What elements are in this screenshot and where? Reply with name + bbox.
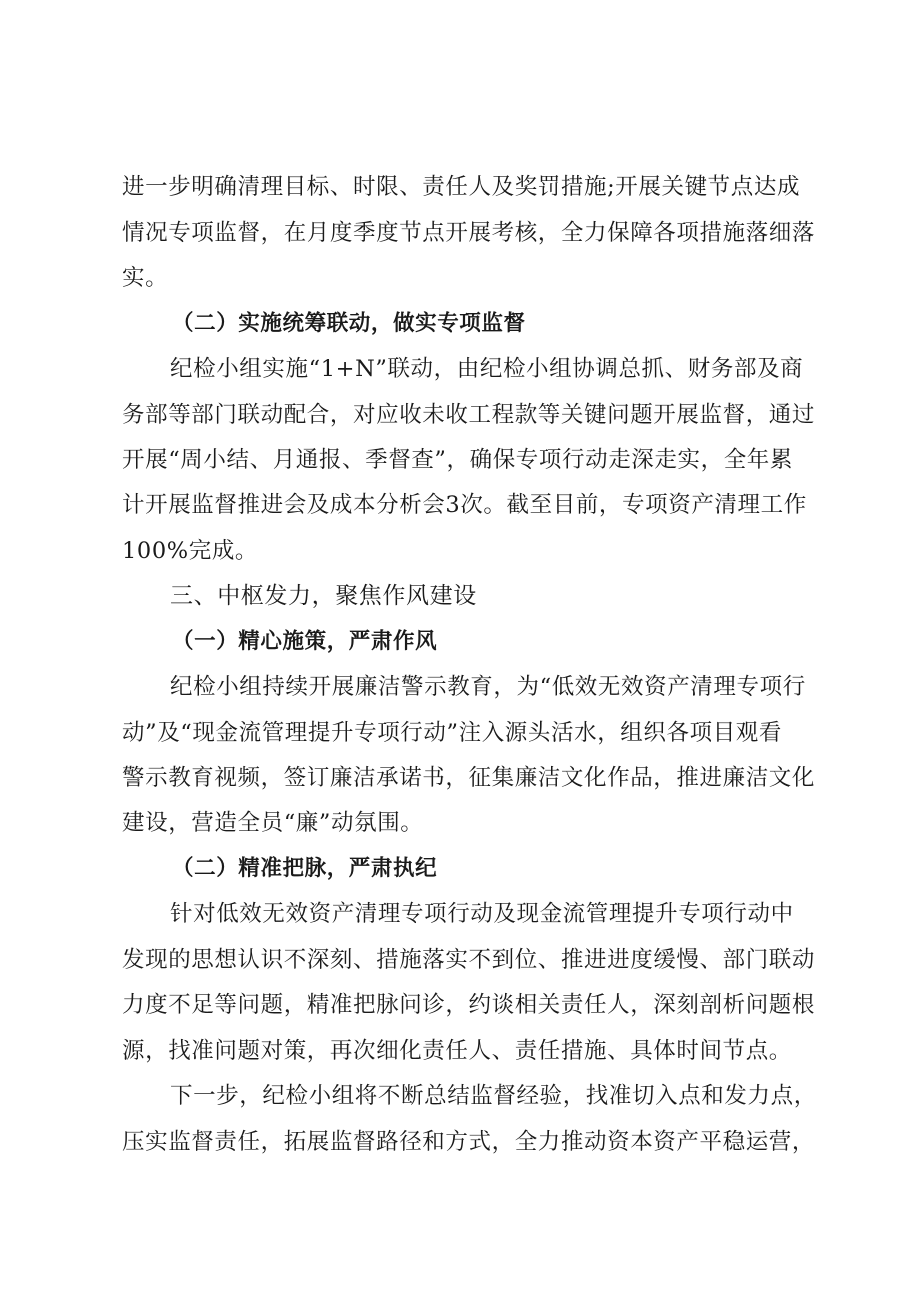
body-text-line: 源，找准问题对策，再次细化责任人、责任措施、具体时间节点。 <box>122 1038 792 1064</box>
body-text-line: 100%完成。 <box>122 538 259 564</box>
body-text-line: 下一步，纪检小组将不断总结监督经验，找准切入点和发力点， <box>170 1083 817 1109</box>
body-text-line: 动”及“现金流管理提升专项行动”注入源头活水，组织各项目观看 <box>122 720 783 746</box>
body-text-line: 计开展监督推进会及成本分析会3次。截至目前，专项资产清理工作 <box>122 492 807 518</box>
body-text-line: 发现的思想认识不深刻、措施落实不到位、推进进度缓慢、部门联动 <box>122 947 816 973</box>
body-text-line: 务部等部门联动配合，对应收未收工程款等关键问题开展监督，通过 <box>122 402 816 428</box>
body-text-line: 实。 <box>122 265 169 291</box>
body-text-line: 情况专项监督，在月度季度节点开展考核，全力保障各项措施落细落 <box>122 220 816 246</box>
subsection-heading: （二）实施统筹联动，做实专项监督 <box>172 311 526 336</box>
body-text-line: 纪检小组实施“1+N”联动，由纪检小组协调总抓、财务部及商 <box>170 356 804 382</box>
body-text-line: 针对低效无效资产清理专项行动及现金流管理提升专项行动中 <box>170 901 794 927</box>
body-text-line: 建设，营造全员“廉”动氛围。 <box>122 810 424 836</box>
body-text-line: 开展“周小结、月通报、季督查”，确保专项行动走深走实，全年累 <box>122 447 794 473</box>
body-text-line: 纪检小组持续开展廉洁警示教育，为“低效无效资产清理专项行 <box>170 674 806 700</box>
body-text-line: 进一步明确清理目标、时限、责任人及奖罚措施;开展关键节点达成 <box>122 174 801 200</box>
subsection-heading: （二）精准把脉，严肃执纪 <box>172 856 438 881</box>
subsection-heading: （一）精心施策，严肃作风 <box>172 629 438 654</box>
body-text-line: 警示教育视频，签订廉洁承诺书，征集廉洁文化作品，推进廉洁文化 <box>122 765 816 791</box>
body-text-line: 力度不足等问题，精准把脉问诊，约谈相关责任人，深刻剖析问题根 <box>122 992 816 1018</box>
body-text-line: 压实监督责任，拓展监督路径和方式，全力推动资本资产平稳运营， <box>122 1129 816 1155</box>
section-heading: 三、中枢发力，聚焦作风建设 <box>170 583 477 609</box>
